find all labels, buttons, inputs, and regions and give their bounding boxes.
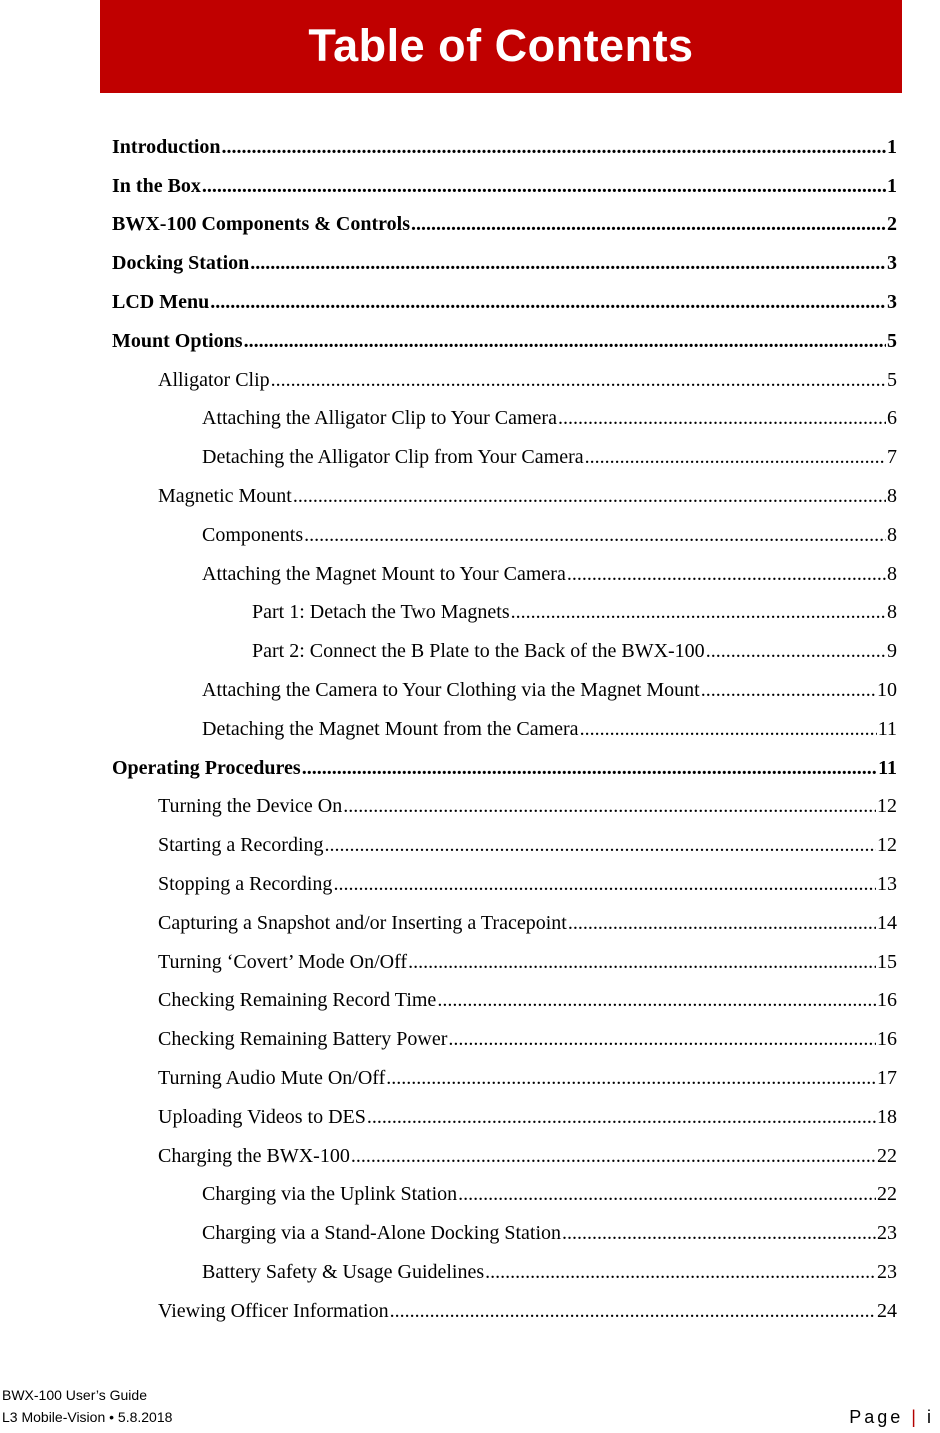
toc-dot-leader (386, 1066, 876, 1090)
toc-entry-title: Charging the BWX-100 (158, 1144, 350, 1167)
toc-entry-title: Turning the Device On (158, 795, 343, 818)
page-number-value: i (927, 1407, 934, 1427)
toc-entry-page: 18 (877, 1105, 897, 1128)
toc-entry[interactable] (0, 666, 940, 705)
toc-dot-leader (437, 988, 876, 1012)
toc-dot-leader (304, 523, 886, 547)
toc-entry-title: Uploading Videos to DES (158, 1105, 366, 1128)
toc-entry-page: 22 (877, 1144, 897, 1167)
toc-entry-page: 11 (878, 756, 897, 779)
toc-entry-page: 3 (887, 290, 897, 313)
toc-dot-leader (202, 174, 886, 198)
toc-entry[interactable] (0, 162, 940, 201)
toc-entry-title: In the Box (112, 174, 201, 197)
page-title: Table of Contents (308, 19, 694, 71)
toc-entry-page: 23 (877, 1260, 897, 1283)
toc-entry-page: 11 (877, 717, 897, 740)
toc-entry-page: 14 (877, 911, 897, 934)
toc-dot-leader (325, 833, 876, 857)
toc-entry[interactable] (0, 1015, 940, 1054)
toc-dot-leader (558, 406, 886, 430)
toc-entry-page: 23 (877, 1222, 897, 1245)
footer-company-date: L3 Mobile-Vision • 5.8.2018 (2, 1409, 173, 1425)
toc-dot-leader (390, 1299, 876, 1323)
toc-dot-leader (351, 1144, 876, 1168)
toc-dot-leader (448, 1027, 876, 1051)
toc-dot-leader (343, 794, 876, 818)
toc-entry-title: Docking Station (112, 252, 250, 275)
toc-entry-title: Operating Procedures (112, 756, 301, 779)
toc-entry[interactable] (0, 433, 940, 472)
toc-entry[interactable] (0, 395, 940, 434)
toc-entry-page: 24 (877, 1299, 897, 1322)
toc-entry-page: 6 (887, 407, 897, 430)
toc-dot-leader (701, 678, 876, 702)
toc-dot-leader (411, 212, 886, 236)
toc-dot-leader (458, 1182, 876, 1206)
table-of-contents (0, 123, 940, 1326)
toc-dot-leader (408, 950, 876, 974)
toc-dot-leader (271, 368, 886, 392)
toc-entry[interactable] (0, 550, 940, 589)
toc-entry-page: 8 (887, 523, 897, 546)
toc-dot-leader (302, 756, 877, 780)
toc-entry-page: 15 (877, 950, 897, 973)
page-label: Page (849, 1407, 904, 1427)
toc-entry[interactable] (0, 705, 940, 744)
toc-entry-title: Magnetic Mount (158, 484, 292, 507)
toc-entry[interactable] (0, 278, 940, 317)
toc-entry-title: Battery Safety & Usage Guidelines (202, 1260, 485, 1283)
toc-dot-leader (333, 872, 876, 896)
toc-entry-page: 1 (887, 174, 897, 197)
toc-entry-page: 3 (887, 252, 897, 275)
toc-entry-page: 8 (887, 484, 897, 507)
toc-dot-leader (244, 329, 886, 353)
toc-dot-leader (250, 251, 886, 275)
toc-entry-title: Detaching the Magnet Mount from the Camera (202, 717, 579, 740)
toc-entry-title: Attaching the Alligator Clip to Your Camera (202, 407, 557, 430)
toc-entry-page: 22 (877, 1183, 897, 1206)
toc-entry-page: 7 (887, 446, 897, 469)
toc-dot-leader (293, 484, 886, 508)
toc-entry-title: Attaching the Camera to Your Clothing via the Magnet Mount (202, 678, 700, 701)
toc-entry[interactable] (0, 627, 940, 666)
toc-dot-leader (585, 445, 886, 469)
toc-dot-leader (562, 1221, 876, 1245)
toc-entry-page: 5 (887, 329, 897, 352)
toc-entry-title: Checking Remaining Record Time (158, 989, 437, 1012)
toc-entry-title: Capturing a Snapshot and/or Inserting a Tracepoint (158, 911, 567, 934)
toc-entry[interactable] (0, 201, 940, 240)
toc-entry-page: 16 (877, 989, 897, 1012)
toc-entry-page: 2 (887, 213, 897, 236)
toc-dot-leader (222, 135, 886, 159)
toc-entry-page: 13 (877, 872, 897, 895)
toc-entry-page: 10 (877, 678, 897, 701)
toc-entry[interactable] (0, 783, 940, 822)
toc-entry[interactable] (0, 317, 940, 356)
toc-entry-title: Components (202, 523, 304, 546)
toc-dot-leader (485, 1260, 876, 1284)
toc-entry-title: Checking Remaining Battery Power (158, 1028, 448, 1051)
toc-entry-title: Stopping a Recording (158, 872, 333, 895)
toc-entry[interactable] (0, 472, 940, 511)
toc-dot-leader (210, 290, 886, 314)
toc-entry-page: 16 (877, 1028, 897, 1051)
toc-entry[interactable] (0, 1093, 940, 1132)
toc-dot-leader (511, 600, 886, 624)
toc-entry[interactable] (0, 589, 940, 628)
title-banner (100, 0, 902, 93)
toc-entry[interactable] (0, 821, 940, 860)
toc-entry-title: Charging via a Stand-Alone Docking Station (202, 1222, 562, 1245)
toc-entry-title: LCD Menu (112, 290, 210, 313)
toc-dot-leader (567, 562, 886, 586)
toc-entry-page: 1 (887, 135, 897, 158)
toc-entry[interactable] (0, 977, 940, 1016)
toc-entry-title: Attaching the Magnet Mount to Your Camera (202, 562, 566, 585)
toc-entry-title: Charging via the Uplink Station (202, 1183, 458, 1206)
toc-entry-page: 12 (877, 795, 897, 818)
toc-dot-leader (706, 639, 886, 663)
toc-entry[interactable] (0, 123, 940, 162)
toc-entry-title: BWX-100 Components & Controls (112, 213, 410, 236)
footer-bottom-row (0, 1406, 940, 1428)
toc-entry[interactable] (0, 1287, 940, 1326)
toc-entry-page: 8 (887, 562, 897, 585)
toc-entry[interactable] (0, 1171, 940, 1210)
toc-entry-title: Part 2: Connect the B Plate to the Back of the BWX-100 (252, 640, 705, 663)
toc-entry[interactable] (0, 511, 940, 550)
toc-entry[interactable] (0, 1248, 940, 1287)
toc-entry-title: Turning ‘Covert’ Mode On/Off (158, 950, 408, 973)
toc-entry-title: Introduction (112, 135, 221, 158)
footer-doc-title: BWX-100 User’s Guide (2, 1387, 147, 1403)
toc-entry[interactable] (0, 899, 940, 938)
toc-entry-title: Viewing Officer Information (158, 1299, 389, 1322)
toc-entry-page: 8 (887, 601, 897, 624)
toc-entry-page: 5 (887, 368, 897, 391)
toc-entry[interactable] (0, 860, 940, 899)
toc-entry[interactable] (0, 1132, 940, 1171)
toc-entry[interactable] (0, 356, 940, 395)
toc-entry-title: Turning Audio Mute On/Off (158, 1066, 386, 1089)
toc-dot-leader (568, 911, 876, 935)
toc-entry-title: Alligator Clip (158, 368, 270, 391)
toc-entry-title: Detaching the Alligator Clip from Your Camera (202, 446, 584, 469)
toc-dot-leader (367, 1105, 876, 1129)
toc-entry[interactable] (0, 744, 940, 783)
toc-entry-page: 12 (877, 834, 897, 857)
footer-page-number (849, 1406, 934, 1428)
page-footer (0, 1384, 940, 1428)
toc-entry-title: Mount Options (112, 329, 243, 352)
toc-dot-leader (580, 717, 877, 741)
toc-entry-title: Part 1: Detach the Two Magnets (252, 601, 510, 624)
toc-entry-page: 9 (887, 640, 897, 663)
toc-entry-title: Starting a Recording (158, 834, 324, 857)
toc-entry[interactable] (0, 1209, 940, 1248)
page-separator: | (911, 1407, 919, 1427)
toc-entry[interactable] (0, 938, 940, 977)
toc-entry-page: 17 (877, 1066, 897, 1089)
toc-entry[interactable] (0, 1054, 940, 1093)
toc-entry[interactable] (0, 239, 940, 278)
